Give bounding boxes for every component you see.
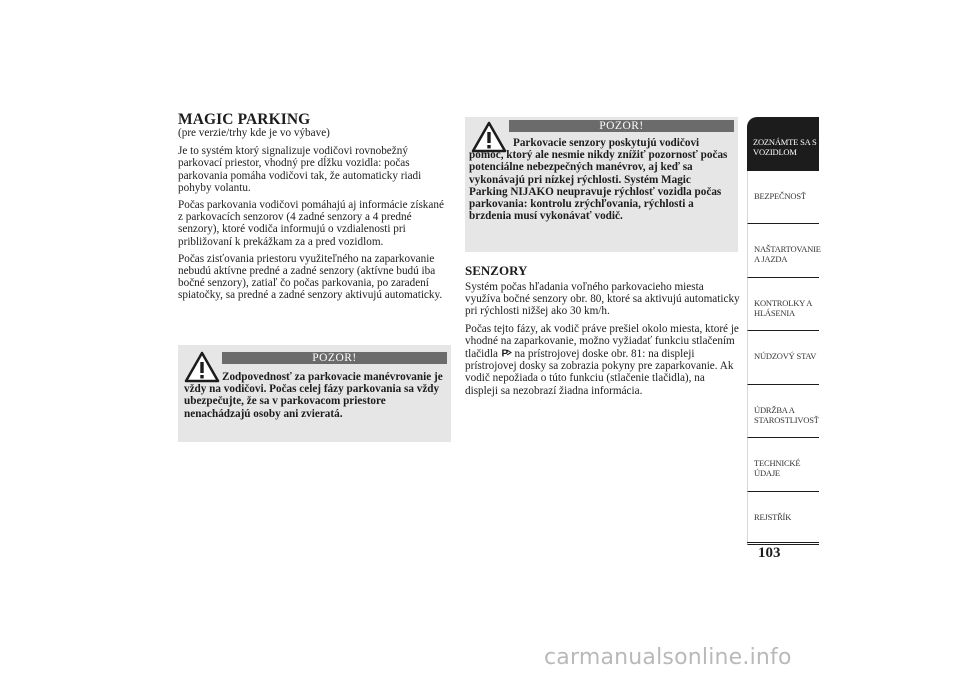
svg-text:P: P (501, 348, 508, 359)
page-number: 103 (758, 545, 781, 561)
tab-label-line-2: VOZIDLOM (753, 147, 797, 157)
tab-label-line-1: KONTROLKY A (754, 297, 813, 308)
parking-button-icon (501, 347, 512, 358)
tab-label: NÚDZOVÝ STAV (754, 351, 817, 361)
paragraph-1: Je to systém ktorý signalizuje vodičovi rovnobežný parkovací priestor, vhodný pre dĺžku vozidla: počas parkovania pomáha vodičovi tak, že automaticky riadi pohyby volantu. (178, 145, 422, 194)
left-column (178, 112, 450, 307)
tab-rejstrik[interactable] (747, 492, 819, 546)
warning-box-right (465, 117, 738, 252)
sensors-paragraph-2-end: na prístrojovej doske obr. 81: na displeji prístrojovej dosky sa zobrazia pokyny pre zaparkovanie. Ak vodič nepožiada o túto funkciu (stlačenie tlačidla), na displeji sa nezobrazí žiadna informácia. (465, 348, 734, 397)
tab-label-line-1: NAŠTARTOVANIE (754, 244, 821, 254)
side-navigation (747, 117, 819, 545)
paragraph-2: Počas parkovania vodičovi pomáhajú aj informácie získané z parkovacích senzorov (4 zadné senzory a 4 predné senzory), ktoré vodiča informujú o vzdialenosti pri približovaní k prekážkam za a pred vozidlom. (178, 199, 444, 248)
tab-nastartovanie-a-jazda[interactable] (747, 224, 819, 278)
page-number-divider (747, 542, 819, 543)
tab-label-line-2: A JAZDA (754, 254, 788, 264)
section-title-sensors: SENZORY (465, 263, 528, 278)
tab-udrzba-a-starostlivost[interactable] (747, 385, 819, 439)
tab-nudzovy-stav[interactable] (747, 331, 819, 385)
watermark: carmanualsonline.info (544, 645, 792, 670)
section-subtitle: (pre verzie/trhy kde je vo výbave) (178, 127, 330, 139)
sensors-paragraph-2-start: Počas tejto fázy, ak vodič práve prešiel okolo miesta, ktoré je vhodné na zaparkovanie, možno vyžiadať funkciu stlačením tlačidla (465, 322, 739, 361)
warning-text: Zodpovednosť za parkovacie manévrovanie je vždy na vodičovi. Počas celej fázy parkovania sa vždy ubezpečujte, že sa v parkovacom priestore nenachádzajú osoby ani zvieratá. (184, 371, 443, 420)
sensors-section (465, 264, 740, 402)
sensors-paragraph-1: Systém počas hľadania voľného parkovacieho miesta využíva bočné senzory obr. 80, ktoré sa aktivujú automaticky pri rýchlosti nižšej ako 30 km/h. (465, 281, 740, 318)
warning-label: POZOR! (222, 352, 447, 364)
tab-bezpecnost[interactable] (747, 171, 819, 225)
tab-label: REJSTŘÍK (754, 511, 792, 522)
warning-label: POZOR! (509, 120, 734, 132)
paragraph-3: Počas zisťovania priestoru využiteľného na zaparkovanie nebudú aktívne predné a zadné senzory (aktívne budú iba bočné senzory), zatiaľ čo počas parkovania, po zaradení spiatočky, sa predné a zadné senzory aktivujú automaticky. (178, 252, 443, 302)
tab-label-line-2: STAROSTLIVOSŤ (754, 414, 819, 425)
tab-label: BEZPEČNOSŤ (754, 190, 806, 201)
tab-label-line-2: HLÁSENIA (754, 307, 795, 318)
tab-technicke-udaje[interactable] (747, 438, 819, 492)
warning-box-left (178, 345, 451, 442)
warning-text: Parkovacie senzory poskytujú vodičovi pomoc, ktorý ale nesmie nikdy znížiť pozornosť počas potenciálne nebezpečných manévrov, aj keď sa vykonávajú pri nízkej rýchlosti. Systém Magic Parking NIJAKO neupravuje rýchlosť vozidla počas parkovania: kontrolu zrýchľovania, rýchlosti a brzdenia musí vykonávať vodič. (469, 137, 728, 223)
tab-zoznamte-sa-s-vozidlom[interactable] (747, 117, 819, 171)
tab-label-line-1: ÚDRŽBA A (754, 404, 795, 415)
sensors-paragraph-2 (465, 323, 740, 397)
tab-label-line-1: TECHNICKÉ (754, 458, 801, 468)
tab-kontrolky-a-hlasenia[interactable] (747, 278, 819, 332)
tab-label-line-1: ZOZNÁMTE SA S (753, 137, 817, 147)
tab-label-line-2: ÚDAJE (754, 468, 780, 478)
section-title-magic-parking: MAGIC PARKING (178, 111, 311, 128)
